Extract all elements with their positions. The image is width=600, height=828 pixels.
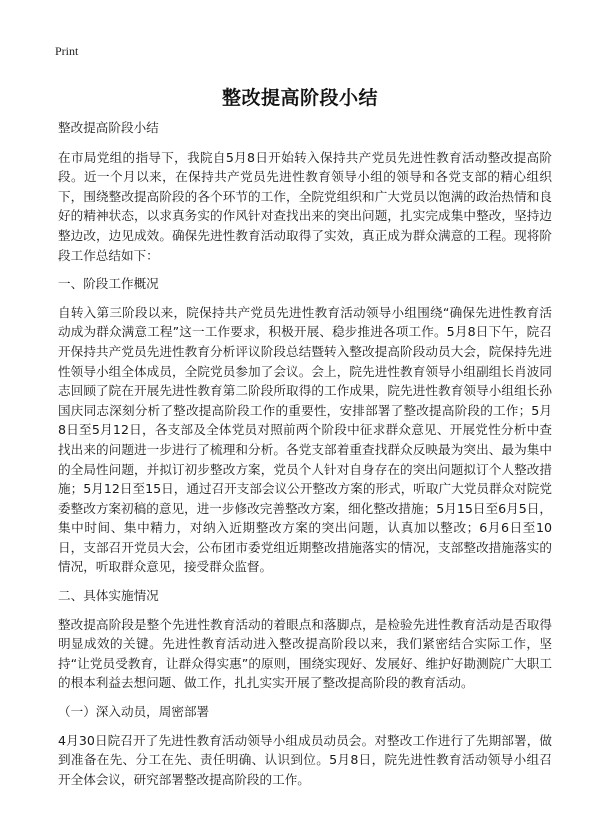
section-heading-implementation: 二、具体实施情况 <box>58 588 159 604</box>
subsection-paragraph-mobilization: 4月30日院召开了先进性教育活动领导小组成员动员会。对整改工作进行了先期部署，做到准备在先、分工在先、责任明确、认识到位。5月8日，院先进性教育活动领导小组召开全体会议，研究部署整改提高阶段的工作。 <box>58 732 552 787</box>
print-link[interactable]: Print <box>55 44 79 58</box>
section-heading-overview: 一、阶段工作概况 <box>58 276 159 292</box>
document-body <box>58 118 552 798</box>
document-title: 整改提高阶段小结 <box>221 87 378 109</box>
intro-paragraph: 在市局党组的指导下，我院自5月8日开始转入保持共产党员先进性教育活动整改提高阶段。近一个月以来，在保持共产党员先进性教育领导小组的领导和各党支部的精心组织下，围绕整改提高阶段的各个环节的工作，全院党组织和广大党员以饱满的政治热情和良好的精神状态，以求真务实的作风针对查找出来的突出问题，扎实完成集中整改，坚持边整边改，边见成效。确保先进性教育活动取得了实效，真正成为群众满意的工程。现将阶段工作总结如下： <box>58 149 552 263</box>
section-paragraph-overview: 自转入第三阶段以来，院保持共产党员先进性教育活动领导小组围绕“确保先进性教育活动成为群众满意工程”这一工作要求，积极开展、稳步推进各项工作。5月8日下午，院召开保持共产党员先进性教育分析评议阶段总结暨转入整改提高阶段动员大会，院保持先进性领导小组全体成员，全院党员参加了会议。会上，院先进性教育领导小组副组长肖波同志回顾了院在开展先进性教育第二阶段所取得的工作成果，院先进性教育领导小组组长孙国庆同志深刻分析了整改提高阶段工作的重要性，安排部署了整改提高阶段的工作；5月8日至5月12日，各支部及全体党员对照前两个阶段中征求群众意见、开展党性分析中查找出来的问题进一步进行了梳理和分析。各党支部着重查找群众反映最为突出、最为集中的全局性问题，并拟订初步整改方案，党员个人针对自身存在的突出问题拟订个人整改措施；5月12日至15日，通过召开支部会议公开整改方案的形式，听取广大党员群众对院党委整改方案初稿的意见，进一步修改完善整改方案，细化整改措施；5月15日至6月5日，集中时间、集中精力，对纳入近期整改方案的突出问题，认真加以整改；6月6日至10日，支部召开党员大会，公布团市委党组近期整改措施落实的情况，支部整改措施落实的情况，听取群众意见，接受群众监督。 <box>58 304 552 575</box>
section-paragraph-implementation: 整改提高阶段是整个先进性教育活动的着眼点和落脚点，是检验先进性教育活动是否取得明显成效的关键。先进性教育活动进入整改提高阶段以来，我们紧密结合实际工作，坚持“让党员受教育，让群众得实惠”的原则，围绕实现好、发展好、维护好勘测院广大职工的根本利益去想问题、做工作，扎扎实实开展了整改提高阶段的教育活动。 <box>58 616 552 691</box>
document-subtitle: 整改提高阶段小结 <box>58 120 159 135</box>
subsection-heading-mobilization: （一）深入动员，周密部署 <box>58 704 210 720</box>
